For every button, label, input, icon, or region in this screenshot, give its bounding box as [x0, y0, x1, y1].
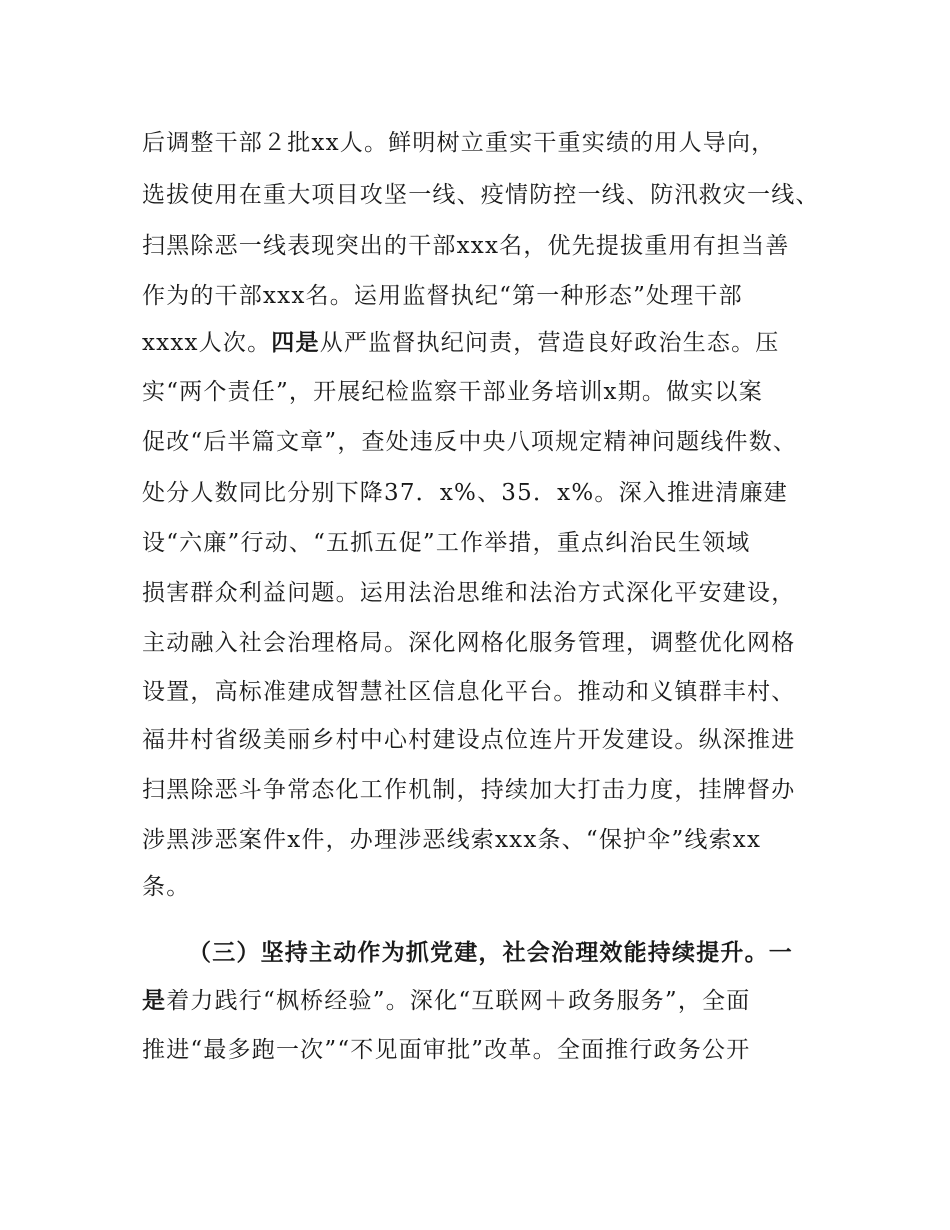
text-segment: xxxx人次。: [142, 330, 272, 356]
text-line: 实“两个责任”，开展纪检监察干部业务培训x期。做实以案: [142, 379, 763, 405]
bold-lead: 是: [142, 988, 167, 1014]
text-line: 损害群众利益问题。运用法治思维和法治方式深化平安建设，: [142, 580, 796, 606]
text-segment: 从严监督执纪问责，营造良好政治生态。压: [319, 330, 780, 356]
text-line: 扫黑除恶斗争常态化工作机制，持续加大打击力度，挂牌督办: [142, 777, 796, 803]
text-line: 设置，高标准建成智慧社区信息化平台。推动和义镇群丰村、: [142, 679, 796, 705]
text-line: 条。: [142, 874, 191, 900]
text-line: 后调整干部２批xx人。鲜明树立重实干重实绩的用人导向，: [142, 130, 776, 156]
text-line: 选拔使用在重大项目攻坚一线、疫情防控一线、防汛救灾一线、: [142, 182, 820, 208]
text-segment: 着力践行“枫桥经验”。深化“互联网＋政务服务”，全面: [166, 988, 751, 1014]
text-line: 推进“最多跑一次”“不见面审批”改革。全面推行政务公开: [142, 1037, 751, 1063]
section-heading: （三）坚持主动作为抓党建，社会治理效能持续提升。一: [188, 940, 793, 966]
text-line: 作为的干部xxx名。运用监督执纪“第一种形态”处理干部: [142, 283, 743, 309]
text-line: 涉黑涉恶案件x件，办理涉恶线索xxx条、“保护伞”线索xx: [142, 827, 762, 853]
text-line: 处分人数同比分别下降37．x%、35．x%。深入推进清廉建: [142, 480, 788, 506]
text-line: 福井村省级美丽乡村中心村建设点位连片开发建设。纵深推进: [142, 727, 796, 753]
text-line: [142, 328, 780, 358]
bold-lead: 四是: [271, 330, 320, 356]
text-line: [142, 986, 750, 1016]
text-line: 主动融入社会治理格局。深化网格化服务管理，调整优化网格: [142, 630, 796, 656]
text-line: 促改“后半篇文章”，查处违反中央八项规定精神问题线件数、: [142, 429, 798, 455]
text-line: 设“六廉”行动、“五抓五促”工作举措，重点纠治民生领域: [142, 530, 751, 556]
text-line: 扫黑除恶一线表现突出的干部xxx名，优先提拔重用有担当善: [142, 233, 790, 259]
